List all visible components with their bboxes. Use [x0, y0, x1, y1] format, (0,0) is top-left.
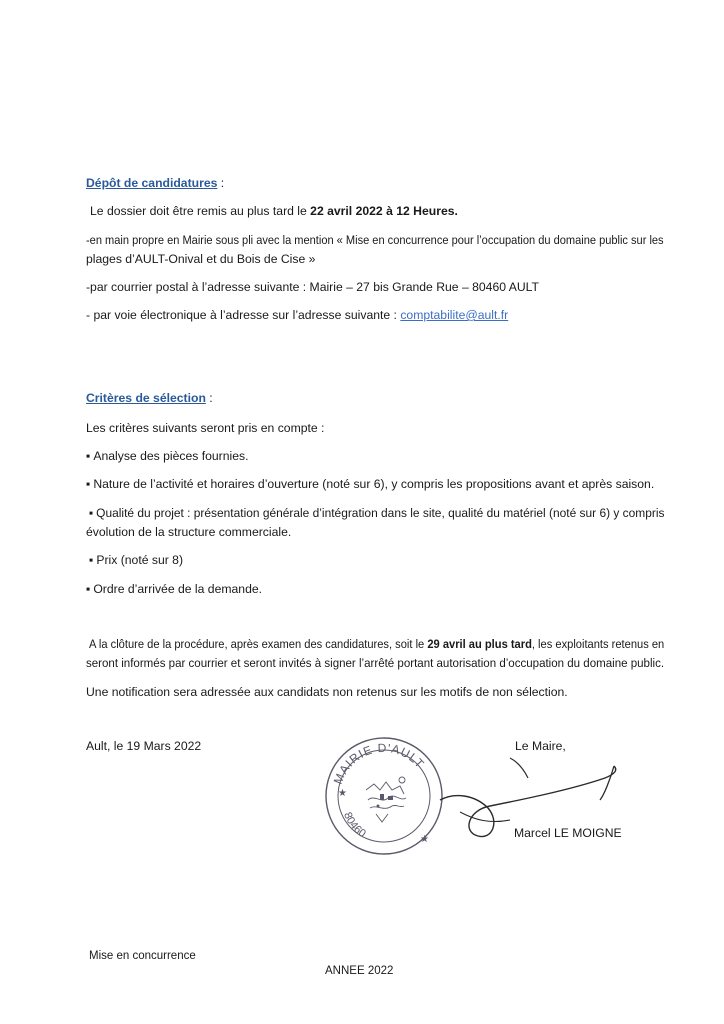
bullet-icon: ▪: [89, 506, 94, 520]
closing-line-1: [89, 636, 664, 653]
footer-year: ANNEE 2022: [325, 965, 394, 977]
criteria-item-1: [86, 448, 248, 465]
deposit-heading-colon: :: [217, 176, 225, 190]
criteria-heading-colon: :: [205, 391, 213, 405]
deposit-heading-line: [86, 175, 224, 192]
email-link[interactable]: comptabilite@ault.fr: [400, 308, 509, 322]
closing-line-1-end: , les exploitants retenus en: [531, 637, 665, 651]
criteria-intro: Les critères suivants seront pris en compte :: [86, 421, 325, 435]
deposit-heading: Dépôt de candidatures: [86, 176, 218, 190]
criteria-heading: Critères de sélection: [86, 391, 206, 405]
deposit-email-line: [86, 307, 508, 324]
deposit-hand-line-1: -en main propre en Mairie sous pli avec la mention « Mise en concurrence pour l’occupation du domaine public sur les: [86, 233, 664, 247]
criteria-heading-line: [86, 390, 213, 407]
criteria-item-4-text: Prix (noté sur 8): [96, 553, 184, 567]
criteria-item-3-text: Qualité du projet : présentation générale d’intégration dans le site, qualité du matériel (noté sur 6) y compris: [96, 506, 665, 520]
criteria-item-5: [86, 581, 262, 598]
stamp-code: 80460: [341, 810, 368, 841]
deposit-deadline-text: Le dossier doit être remis au plus tard le: [90, 204, 311, 218]
deposit-hand-line-2: plages d’AULT-Onival et du Bois de Cise »: [86, 252, 316, 266]
closing-deadline: 29 avril au plus tard: [427, 637, 532, 651]
deposit-email-text: - par voie électronique à l’adresse sur l’adresse suivante :: [86, 308, 401, 322]
closing-line-3: Une notification sera adressée aux candidats non retenus sur les motifs de non sélection.: [86, 685, 568, 699]
bullet-icon: ▪: [86, 449, 91, 463]
mayor-title: Le Maire,: [515, 739, 566, 753]
bullet-icon: ▪: [86, 582, 91, 596]
svg-text:★: ★: [420, 834, 429, 845]
footer-left: Mise en concurrence: [89, 950, 196, 962]
closing-line-1-text: A la clôture de la procédure, après examen des candidatures, soit le: [89, 637, 428, 651]
criteria-item-1-text: Analyse des pièces fournies.: [93, 449, 249, 463]
deposit-deadline-date: 22 avril 2022 à 12 Heures.: [310, 204, 458, 218]
deposit-deadline: [90, 203, 458, 220]
bullet-icon: ▪: [89, 553, 94, 567]
criteria-item-5-text: Ordre d’arrivée de la demande.: [93, 582, 263, 596]
place-date: Ault, le 19 Mars 2022: [86, 739, 202, 753]
criteria-item-3-continuation: évolution de la structure commerciale.: [86, 525, 292, 539]
mayor-name: Marcel LE MOIGNE: [514, 826, 622, 840]
svg-text:★: ★: [338, 788, 347, 799]
closing-line-2: seront informés par courrier et seront invités à signer l’arrêté portant autorisation d’occupation du domaine public.: [86, 656, 665, 670]
signature-icon: [400, 740, 640, 850]
bullet-icon: ▪: [86, 477, 91, 491]
criteria-item-3: [89, 505, 664, 522]
svg-text:80460: [341, 811, 368, 841]
stamp-text: MAIRIE D'AULT: [330, 740, 428, 787]
criteria-item-2: [86, 476, 654, 493]
criteria-item-4: [89, 552, 183, 569]
criteria-item-2-text: Nature de l’activité et horaires d’ouverture (noté sur 6), y compris les propositions avant et après saison.: [93, 477, 655, 491]
deposit-post: -par courrier postal à l’adresse suivante : Mairie – 27 bis Grande Rue – 80460 AULT: [86, 280, 539, 294]
